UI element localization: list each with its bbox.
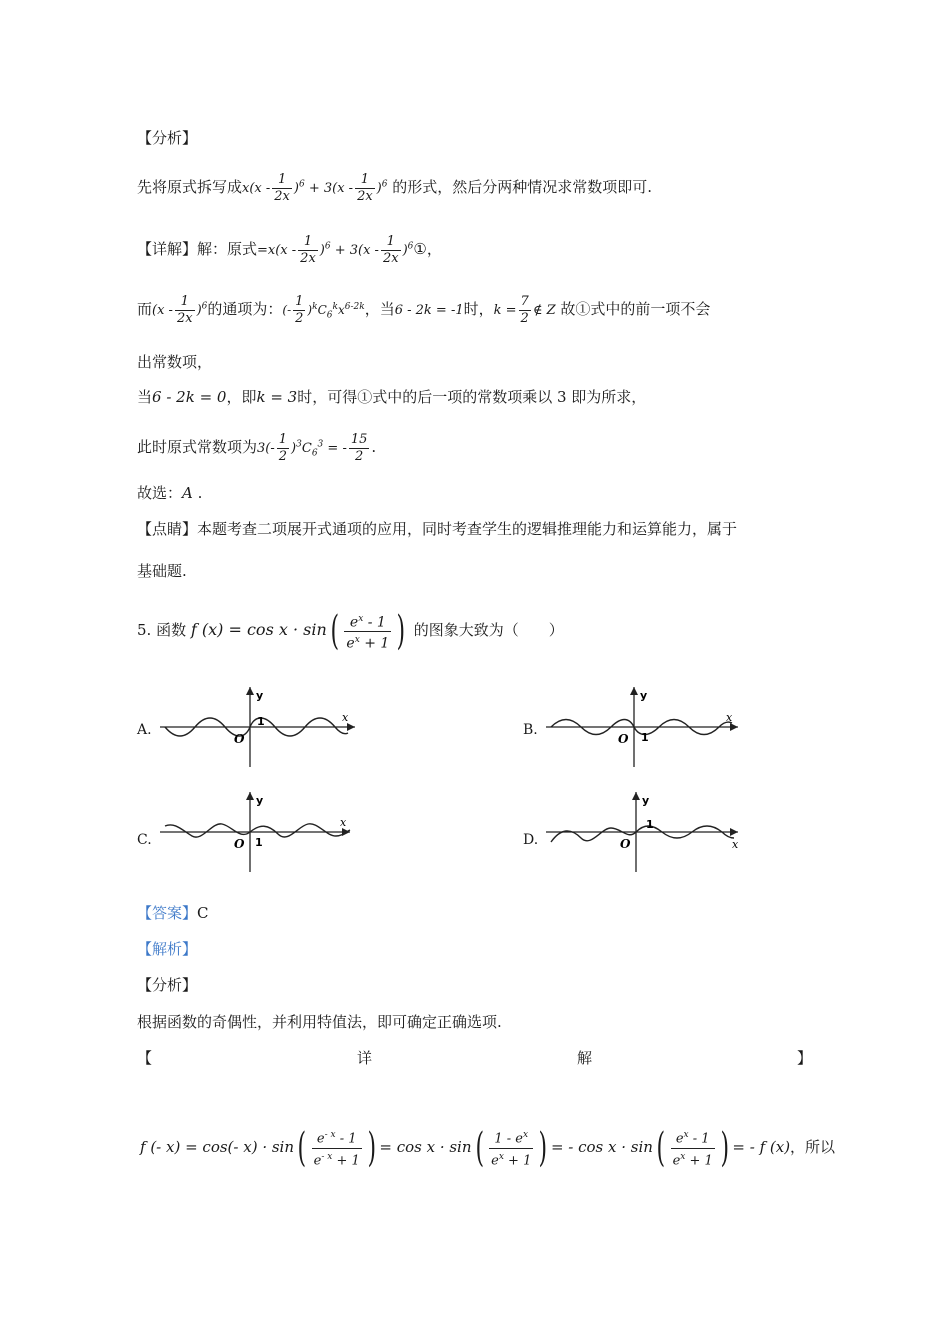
detail2-close: 】 bbox=[797, 1049, 813, 1067]
c-o-label: O bbox=[234, 837, 245, 851]
comment-line-1: 【点睛】本题考查二项展开式通项的应用，同时考查学生的逻辑推理能力和运算能力，属于 bbox=[137, 520, 738, 538]
option-c-label[interactable]: C. bbox=[137, 832, 152, 848]
a-one-label: 1 bbox=[257, 715, 265, 728]
analysis-heading-2: 【分析】 bbox=[137, 976, 198, 994]
line5-c: 时，可得①式中的后一项的常数项乘以 3 即为所求， bbox=[297, 388, 647, 406]
choose-answer: A bbox=[182, 484, 193, 502]
b-one-label: 1 bbox=[641, 731, 649, 744]
analysis-text-1b: 的形式，然后分两种情况求常数项即可. bbox=[392, 178, 653, 196]
answer-value: C bbox=[197, 904, 209, 922]
option-b-label[interactable]: B. bbox=[523, 722, 538, 738]
line3-e: 故①式中的前一项不会 bbox=[560, 300, 711, 318]
d-y-label: y bbox=[642, 794, 650, 807]
a-y-label: y bbox=[256, 689, 264, 702]
analysis-text-2: 根据函数的奇偶性，并利用特值法，即可确定正确选项. bbox=[137, 1013, 502, 1031]
analysis-text-1 bbox=[137, 172, 652, 205]
detail2-char1: 详 bbox=[357, 1049, 373, 1067]
detail-line-1: 【详解】解：原式=x(x - $\frac{1}{2x}$ )$^6$ + 3(x - $\frac{1}{2x}$ )$^6$①， bbox=[137, 234, 442, 266]
last-suffix: ，所以 bbox=[790, 1138, 836, 1156]
formula-zero: 6 - 2k = 0 bbox=[152, 388, 227, 406]
answer-label: 【答案】 bbox=[137, 904, 198, 922]
formula-condition: 6 - 2k = -1 bbox=[394, 303, 464, 318]
formula-original: =x(x - $\frac{1}{2x}$ )$^6$ + 3(x - $\frac{1}{2x}$ )$^6$ bbox=[257, 234, 414, 266]
option-b-graph bbox=[546, 685, 746, 769]
jiexi-label: 【解析】 bbox=[137, 940, 198, 958]
formula-k-value: k = $\frac{7}{2}$ ∉ Z bbox=[493, 294, 556, 326]
line5-a: 当 bbox=[137, 388, 153, 406]
a-x-label: x bbox=[342, 711, 349, 724]
d-x-label: x bbox=[732, 838, 739, 851]
q5-suffix: 的图象大致为（ ） bbox=[413, 621, 564, 639]
analysis-heading-1: 【分析】 bbox=[137, 129, 198, 147]
line3-d: 时， bbox=[463, 300, 494, 318]
c-y-label: y bbox=[256, 794, 264, 807]
detail-line-5: 此时原式常数项为3(- $\frac{1}{2}$ )$^3C_6^3$ = - $\frac{15}{2}$ . bbox=[137, 432, 377, 464]
line6-a: 此时原式常数项为 bbox=[137, 438, 258, 456]
option-a-graph bbox=[160, 685, 360, 769]
d-one-label: 1 bbox=[646, 818, 654, 831]
choose-label: 故选： bbox=[137, 484, 183, 502]
option-d-label[interactable]: D. bbox=[523, 832, 539, 848]
b-o-label: O bbox=[618, 732, 629, 746]
detail2-char2: 解 bbox=[577, 1049, 593, 1067]
analysis-text-1a: 先将原式拆写成 bbox=[137, 178, 243, 196]
circled-one: ① bbox=[413, 240, 427, 258]
a-o-label: O bbox=[234, 732, 245, 746]
option-d-graph bbox=[546, 790, 746, 874]
option-a-label[interactable]: A. bbox=[137, 722, 152, 738]
line5-b: ，即 bbox=[226, 388, 257, 406]
c-one-label: 1 bbox=[255, 836, 263, 849]
option-c-graph bbox=[160, 790, 360, 874]
detail-line-4 bbox=[137, 387, 646, 407]
line3-c: ，当 bbox=[364, 300, 395, 318]
q5-function: f (x) = cos x · sin bbox=[190, 620, 327, 639]
question-5: 5. 函数 f (x) = cos x · sin( $\frac{e^x - 1}{e^x + 1}$ ) 的图象大致为（ ） bbox=[137, 608, 564, 654]
odd-function-formula: f (- x) = cos(- x) · sin( $\frac{e^{- x} - 1}{e^{- x} + 1}$ ) = cos x · sin( $\frac{1 - e^x}{e^x + 1}$ ) = - cos x · sin( $\frac{e^x - 1}{e^x + 1}$ ) = - f (x)，所以 bbox=[140, 1125, 836, 1171]
detail-heading-2 bbox=[137, 1047, 812, 1067]
formula-split: x(x - $\frac{1}{2x}$ )$^6$ + 3(x - $\frac{1}{2x}$ )$^6$ bbox=[242, 172, 388, 204]
detail2-open: 【 bbox=[137, 1049, 153, 1067]
line3-b: 的通项为： bbox=[207, 300, 283, 318]
answer-line bbox=[137, 903, 209, 923]
comment-line-2: 基础题. bbox=[137, 562, 187, 580]
detail-label-1: 【详解】解：原式 bbox=[137, 240, 258, 258]
detail-line-2 bbox=[137, 294, 710, 327]
formula-k3: k = 3 bbox=[256, 388, 298, 406]
b-x-label: x bbox=[726, 711, 733, 724]
q5-prefix: 5. 函数 bbox=[137, 621, 187, 639]
formula-result: 3(- $\frac{1}{2}$ )$^3C_6^3$ = - $\frac{15}{2}$ bbox=[257, 432, 368, 464]
c-x-label: x bbox=[340, 816, 347, 829]
d-o-label: O bbox=[620, 837, 631, 851]
formula-binomial: (x - $\frac{1}{2x}$ )$^6$ bbox=[152, 294, 208, 326]
detail-line-3: 出常数项， bbox=[137, 353, 213, 371]
b-y-label: y bbox=[640, 689, 648, 702]
choose-line: 故选：A . bbox=[137, 484, 203, 502]
line3-a: 而 bbox=[137, 300, 153, 318]
formula-general-term: (- $\frac{1}{2}$ )$^kC_6^kx^{6-2k}$ bbox=[282, 294, 365, 326]
